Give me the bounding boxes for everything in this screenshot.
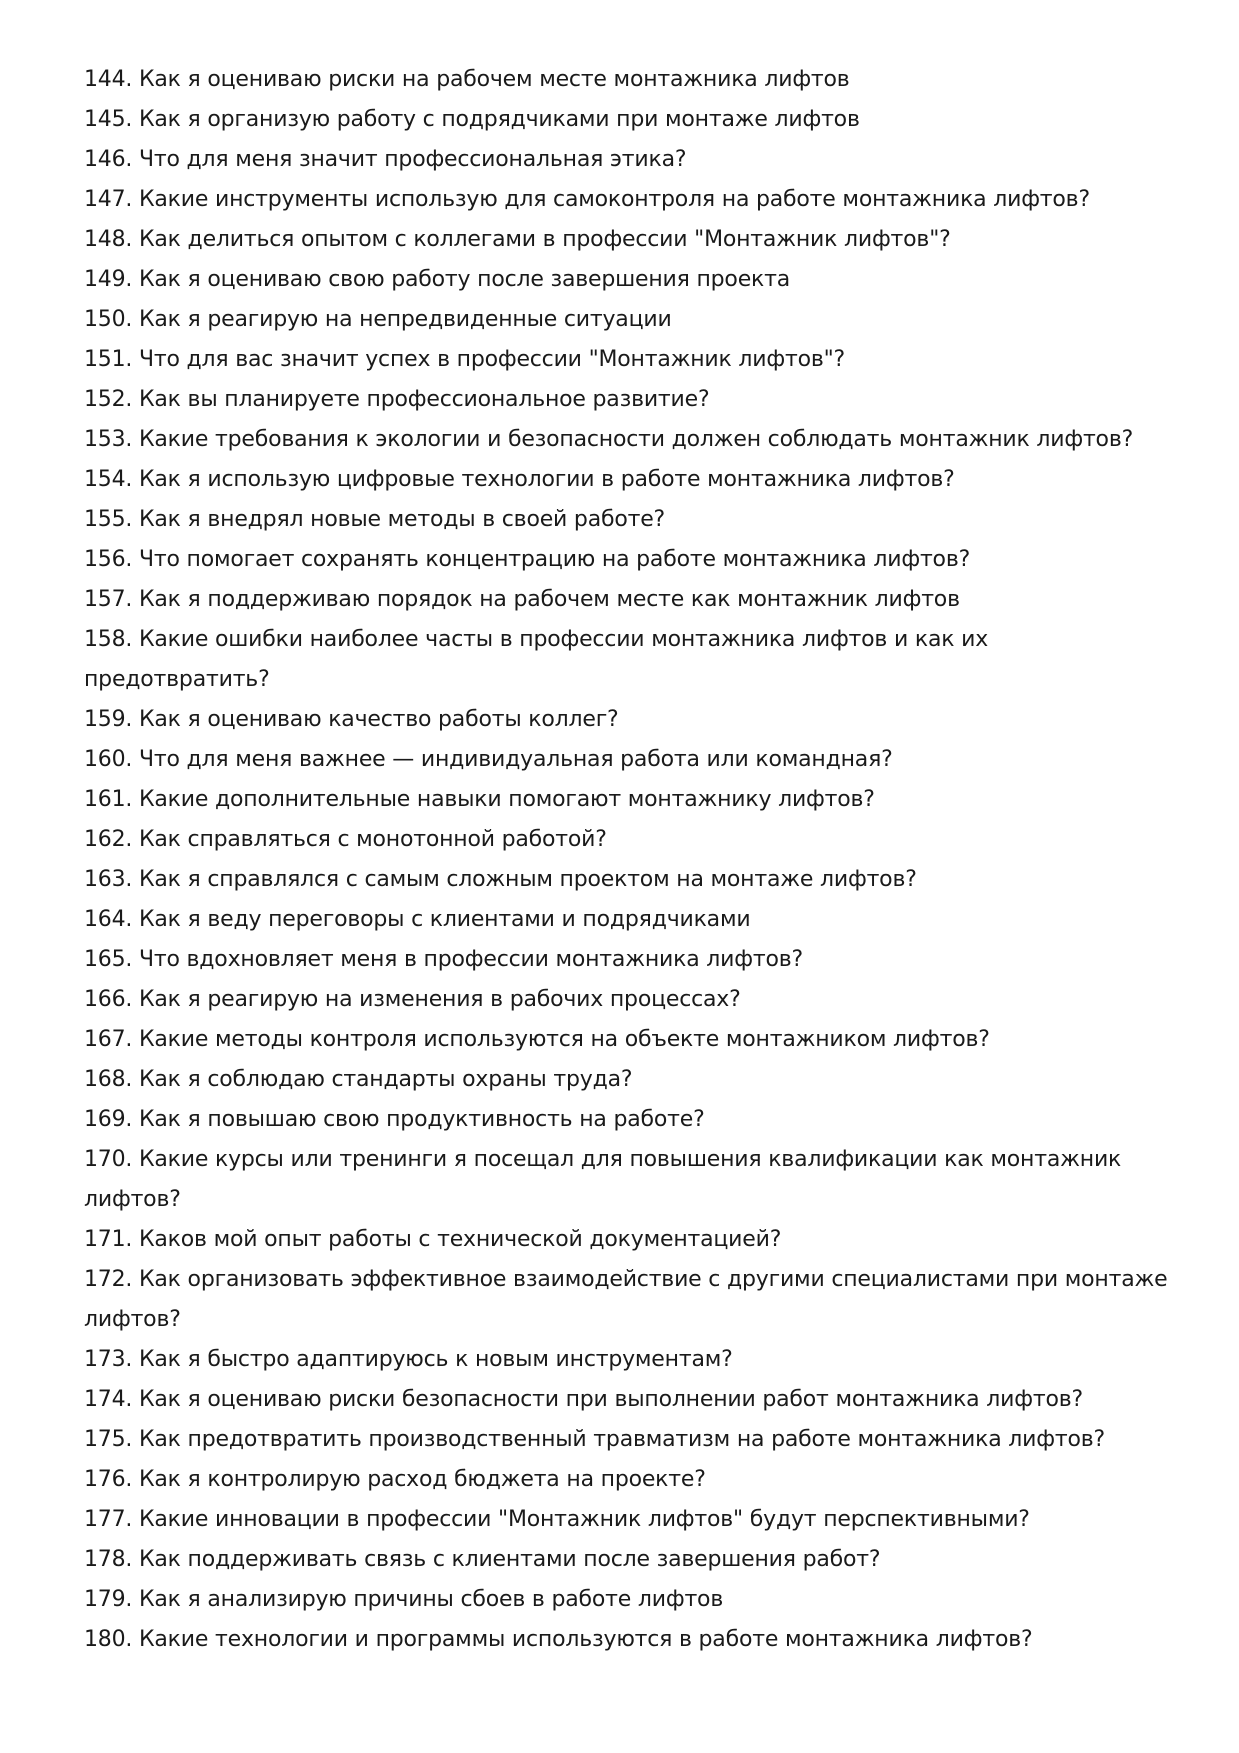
question-item: 176. Как я контролирую расход бюджета на проекте? — [84, 1467, 706, 1492]
question-item: 144. Как я оцениваю риски на рабочем месте монтажника лифтов — [84, 67, 850, 92]
question-item: 160. Что для меня важнее — индивидуальная работа или командная? — [84, 747, 893, 772]
question-item: 154. Как я использую цифровые технологии в работе монтажника лифтов? — [84, 467, 955, 492]
question-item: 179. Как я анализирую причины сбоев в работе лифтов — [84, 1587, 724, 1612]
question-item: 159. Как я оцениваю качество работы коллег? — [84, 707, 619, 732]
question-item: 147. Какие инструменты использую для самоконтроля на работе монтажника лифтов? — [84, 187, 1090, 212]
question-item: 162. Как справляться с монотонной работой? — [84, 827, 607, 852]
question-item: 149. Как я оцениваю свою работу после завершения проекта — [84, 267, 791, 292]
question-item: 168. Как я соблюдаю стандарты охраны труда? — [84, 1067, 633, 1092]
question-item: 180. Какие технологии и программы используются в работе монтажника лифтов? — [84, 1627, 1033, 1652]
question-item: 166. Как я реагирую на изменения в рабочих процессах? — [84, 987, 741, 1012]
question-item: 171. Каков мой опыт работы с технической документацией? — [84, 1227, 782, 1252]
question-item: 178. Как поддерживать связь с клиентами после завершения работ? — [84, 1547, 881, 1572]
question-item: 163. Как я справлялся с самым сложным проектом на монтаже лифтов? — [84, 867, 917, 892]
question-item: 146. Что для меня значит профессиональная этика? — [84, 147, 687, 172]
question-item: 148. Как делиться опытом с коллегами в профессии "Монтажник лифтов"? — [84, 227, 951, 252]
question-item: 152. Как вы планируете профессиональное развитие? — [84, 387, 710, 412]
question-item: 157. Как я поддерживаю порядок на рабочем месте как монтажник лифтов — [84, 587, 960, 612]
question-item: 150. Как я реагирую на непредвиденные ситуации — [84, 307, 672, 332]
question-item: 169. Как я повышаю свою продуктивность на работе? — [84, 1107, 705, 1132]
question-item: 175. Как предотвратить производственный травматизм на работе монтажника лифтов? — [84, 1427, 1105, 1452]
question-item: 172. Как организовать эффективное взаимодействие с другими специалистами при монтаже лифтов? — [84, 1267, 1168, 1332]
question-item: 165. Что вдохновляет меня в профессии монтажника лифтов? — [84, 947, 803, 972]
question-item: 173. Как я быстро адаптируюсь к новым инструментам? — [84, 1347, 733, 1372]
question-item: 156. Что помогает сохранять концентрацию на работе монтажника лифтов? — [84, 547, 971, 572]
question-item: 174. Как я оцениваю риски безопасности при выполнении работ монтажника лифтов? — [84, 1387, 1083, 1412]
question-item: 161. Какие дополнительные навыки помогают монтажнику лифтов? — [84, 787, 875, 812]
question-item: 170. Какие курсы или тренинги я посещал для повышения квалификации как монтажник лифтов? — [84, 1147, 1122, 1212]
question-item: 151. Что для вас значит успех в профессии "Монтажник лифтов"? — [84, 347, 846, 372]
question-item: 177. Какие инновации в профессии "Монтажник лифтов" будут перспективными? — [84, 1507, 1030, 1532]
question-item: 145. Как я организую работу с подрядчиками при монтаже лифтов — [84, 107, 860, 132]
question-item: 167. Какие методы контроля используются на объекте монтажником лифтов? — [84, 1027, 990, 1052]
question-item: 153. Какие требования к экологии и безопасности должен соблюдать монтажник лифтов? — [84, 427, 1134, 452]
question-item: 164. Как я веду переговоры с клиентами и подрядчиками — [84, 907, 751, 932]
question-item: 158. Какие ошибки наиболее часты в профессии монтажника лифтов и как их предотвратить? — [84, 627, 989, 692]
question-list — [84, 60, 1174, 1660]
question-item: 155. Как я внедрял новые методы в своей работе? — [84, 507, 666, 532]
